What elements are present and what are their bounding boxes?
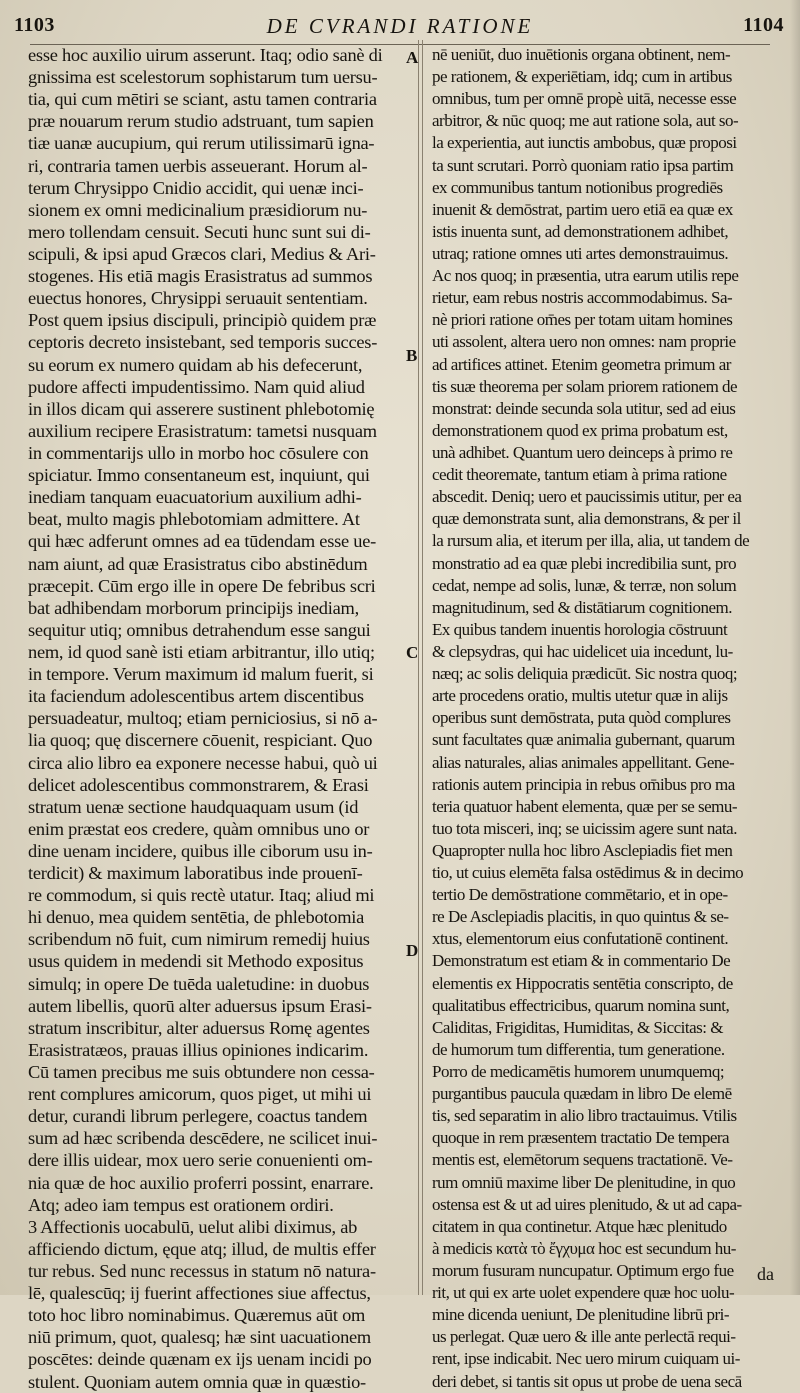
right-column-text-line: abscedit. Deniq; uero et paucissimis utitur, per ea (432, 487, 742, 507)
running-header (10, 10, 790, 42)
left-column-text-line: euectus honores, Chrysippi seruauit sententiam. (28, 288, 368, 309)
right-column-text-line: pe rationem, & experiētiam, idq; cum in artibus (432, 67, 732, 87)
left-column-text-line: usus quidem in medendi sit Methodo expositus (28, 951, 364, 972)
left-column-text-line: stulent. Quoniam autem omnia quæ in quæstio- (28, 1371, 366, 1392)
left-column-text-line: tia, qui cum mētiri se sciant, astu tamen contraria (28, 89, 377, 110)
right-column-text-line: tuo tota misceri, inq; se uicissim agere sunt nata. (432, 818, 737, 838)
right-column-text-line: xtus, elementorum eius confutationē continent. (432, 929, 729, 949)
right-column-text-line: utraq; ratione omnes uti artes demonstrauimus. (432, 243, 729, 263)
right-column-text-line: monstrat: deinde secunda sola utitur, sed ad eius (432, 398, 736, 418)
left-column-text-line: auxilium recipere Erasistratum: tametsi nusquam (28, 420, 377, 441)
right-column-text-line: rationis autem principia in rebus om̄ibus pro ma (432, 774, 735, 794)
right-column-text-line: & clepsydras, qui hac uidelicet uia incedunt, lu- (432, 641, 733, 661)
left-column-text-line: præcepit. Cūm ergo ille in opere De febribus scri (28, 575, 376, 596)
left-column-text-line: dine uenam incidere, quibus ille ciborum usu in- (28, 840, 373, 861)
right-column-text-line: morum fusuram nuncupatur. Optimum ergo fue (432, 1261, 734, 1281)
left-column-text-line: 3 Affectionis uocabulū, uelut alibi diximus, ab (28, 1216, 358, 1237)
left-column-text-line: ri, contraria tamen uerbis asseuerant. Horum al- (28, 155, 368, 176)
right-column-text-line: Caliditas, Frigiditas, Humiditas, & Siccitas: & (432, 1017, 723, 1037)
page-number-left: 1103 (14, 14, 55, 36)
left-column-text-line: præ nouarum rerum studio adstruant, tum sapien (28, 111, 374, 132)
right-column-text-line: nē ueniūt, duo inuētionis organa obtinent, nem- (432, 45, 731, 64)
right-column-text-line: mine dicenda ueniunt, De plenitudine librū pri- (432, 1305, 730, 1325)
left-column-text-line: in commentarijs ullo in morbo hoc cōsulere con (28, 442, 369, 463)
right-column-text-line: cedat, nempe ad solis, lunæ, & terræ, non solum (432, 575, 737, 595)
left-column-text-line: rent complures amicorum, quos piget, ut mihi ui (28, 1084, 372, 1105)
left-column-text-line: re commodum, si quis rectè utatur. Itaq; aliud mi (28, 885, 375, 906)
right-column-text-line: ostensa est & ut ad uires plenitudo, & ut ad capa- (432, 1194, 742, 1214)
right-column-text-line: quæ demonstrata sunt, alia demonstrans, & per il (432, 509, 741, 529)
right-column-text-line: ex communibus tantum notionibus progrediēs (432, 177, 723, 197)
right-column-text-line: sunt facultates quæ animalia gubernant, quarum (432, 730, 735, 750)
right-column-text-line: rum omniū maxime liber De plenitudine, in quo (432, 1172, 736, 1192)
right-column-text-line: rietur, eam rebus nostris accommodabimus. Sa- (432, 288, 733, 308)
margin-letter-c: C (406, 643, 419, 662)
left-column-text-line: tiæ uanæ aucupium, qui rerum utilissimarū igna- (28, 133, 375, 154)
left-column-text-line: nam aiunt, ad quæ Erasistratus cibo abstinēdum (28, 553, 368, 574)
right-column-text-line: alias naturales, alias animales appellitant. Gene- (432, 752, 735, 772)
left-column-text-line: lē, qualescūq; ij fuerint affectiones siue affectus, (28, 1283, 371, 1304)
left-column-text-line: stratum inscribitur, alter aduersus Romę agentes (28, 1017, 370, 1038)
left-column-text-line: lia quoq; quę discernere cōuenit, respiciant. Quo (28, 730, 373, 751)
right-column-text-line: tertio De demōstratione commētario, et in ope- (432, 885, 728, 905)
running-title: DE CVRANDI RATIONE (266, 14, 534, 38)
left-column-text-line: circa alio libro ea exponere necesse habui, quò ui (28, 752, 378, 773)
left-column-text-line: autem libellis, quorū alter aduersus ipsum Erasi- (28, 995, 372, 1016)
left-column-text-line: poscētes: deinde quænam ex ijs uenam incidi po (28, 1349, 372, 1370)
left-column-text-line: beat, multo magis phlebotomiam admittere. At (28, 509, 360, 530)
right-column-text-line: la experientia, aut iunctis ambobus, quæ proposi (432, 133, 737, 153)
left-column-text-line: bat adhibendam morborum principijs inediam, (28, 597, 359, 618)
left-column-text-line: tur rebus. Sed nunc recessus in statum nō natura- (28, 1261, 376, 1282)
left-column-text-line: Cū tamen precibus me suis obtundere non cessa- (28, 1062, 375, 1083)
right-column-text-line: unà adhibet. Quantum uero deinceps à primo re (432, 442, 733, 462)
right-column-text-line: ta sunt scrutari. Porrò quoniam ratio ipsa partim (432, 155, 734, 175)
page-number-right: 1104 (743, 14, 784, 36)
right-column-text-line: tis suæ theorema per solam priorem rationem de (432, 376, 738, 396)
right-column-text-line: inuenit & demōstrat, partim uero etiā ea quæ ex (432, 199, 733, 219)
left-column-text-line: toto hoc libro nominabimus. Quæremus aūt om (28, 1305, 366, 1326)
left-column-text-line: terum Chrysippo Cnidio accidit, qui uenæ inci- (28, 177, 364, 198)
left-column-text-line: delicet adolescentibus commonstrarem, & Erasi (28, 774, 369, 795)
left-column-text-line: in tempore. Verum maximum id malum fuerit, si (28, 664, 374, 685)
left-column-text-line: simulq; in opere De tuēda ualetudine: in duobus (28, 973, 370, 994)
left-column-text-line: pudore affecti impudentissimo. Nam quid aliud (28, 376, 365, 397)
right-column-text-line: monstratio ad ea quæ plebi incredibilia sunt, pro (432, 553, 737, 573)
left-column-text-line: su eorum ex numero quidam ab his defecerunt, (28, 354, 363, 375)
right-column-text-line: tio, ut cuius elemēta falsa ostēdimus & in decimo (432, 863, 744, 883)
left-column-text-line: niū primum, quot, qualesq; hæ sint uacuationem (28, 1327, 371, 1348)
left-column-text-line: scribendum nō fuit, cum nimirum remedij huius (28, 929, 370, 950)
left-column-text-line: nem, id quod sanè isti etiam arbitrantur, illo utiq; (28, 641, 375, 662)
right-column-text-line: elementis ex Hippocratis sentētia conscripto, de (432, 973, 733, 993)
right-column-text-line: Quapropter nulla hoc libro Asclepiadis fiet men (432, 840, 733, 860)
left-column-text-line: mero tollendam censuit. Secuti hunc sunt sui di- (28, 221, 371, 242)
left-column-text-line: stogenes. His etiā magis Erasistratus ad summos (28, 266, 373, 287)
margin-letter-d: D (406, 941, 419, 960)
left-column-text-line: gnissima est scelestorum sophistarum tum uersu- (28, 67, 378, 88)
right-column-text-line: rent, ipse indicabit. Nec uero mirum cuiquam ui- (432, 1349, 740, 1369)
page-edge-shadow (790, 0, 800, 1295)
right-column-text-line: arte procedens oratio, multis utetur quæ in alijs (432, 686, 728, 706)
right-column-text-line: citatem in qua continetur. Atque hæc plenitudo (432, 1216, 727, 1236)
right-column-text-line: demonstrationem quod ex prima probatum est, (432, 420, 728, 440)
right-column-text-line: operibus sunt demōstrata, puta quòd complures (432, 708, 731, 728)
left-column-text-line: sum ad hæc scribenda descēdere, ne scilicet inui- (28, 1128, 378, 1149)
left-column-text-line: sionem ex omni medicinalium præsidiorum nu- (28, 199, 368, 220)
right-column-text-line: mentis est, elemētorum sequens tractationē. Ve- (432, 1150, 733, 1170)
left-text-column (28, 44, 404, 1393)
right-column-text-line: teria quatuor habent elementa, quæ per se semu- (432, 796, 738, 816)
left-column-text-line: detur, curandi librum perlegere, coactus tandem (28, 1106, 368, 1127)
right-column-text-line: de humorum tum differentia, tum generatione. (432, 1039, 725, 1059)
right-column-text-line: us perlegat. Quæ uero & ille ante perlectā requi- (432, 1327, 736, 1347)
left-column-text-line: Atq; adeo iam tempus est orationem ordiri. (28, 1194, 334, 1215)
right-column-text-line: Porro de medicamētis humorem unumquemq; (432, 1062, 725, 1082)
right-column-text-line: deri debet, si tantis sit opus ut probe de uena secā (432, 1371, 742, 1391)
left-column-text-line: inediam tanquam euacuatorium auxilium adhi- (28, 487, 362, 508)
margin-letter-b: B (406, 346, 418, 365)
left-column-text-line: afficiendo dictum, ęque atq; illud, de multis effer (28, 1238, 376, 1259)
left-column-text-line: Post quem ipsius discipuli, principiò quidem præ (28, 310, 377, 331)
left-column-text-line: persuadeatur, multoq; etiam perniciosius, si nō a- (28, 708, 378, 729)
right-column-text-line: Ex quibus tandem inuentis horologia cōstruunt (432, 619, 728, 639)
left-column-text-line: ceptoris decreto insistebant, sed temporis succes- (28, 332, 378, 353)
right-column-text-line: re De Asclepiadis placitis, in quo quintus & se- (432, 907, 729, 927)
left-column-text-line: ita faciendum adolescentibus artem discentibus (28, 686, 364, 707)
left-column-text-line: terdicit) & maximum laboratibus inde prouenī- (28, 863, 363, 884)
right-column-text-line: qualitatibus effectricibus, quarum nomina sunt, (432, 995, 730, 1015)
right-column-text-line: uti assolent, altera uero non omnes: nam proprie (432, 332, 736, 352)
left-column-text-line: stratum uenæ sectione haudquaquam usum (id (28, 796, 359, 817)
right-column-text-line: magnitudinum, sed & distātiarum cognitionem. (432, 597, 733, 617)
left-column-text-line: in illos dicam qui asserere sustinent phlebotomię (28, 398, 375, 419)
left-column-text-line: Erasistratæos, prauas illius opiniones indicarim. (28, 1039, 369, 1060)
column-divider-inner (422, 40, 423, 1295)
column-divider (418, 40, 419, 1295)
right-column-text-line: næq; ac solis deliquia prædicūt. Sic nostra quoq; (432, 664, 738, 684)
left-column-text-line: sequitur utiq; omnibus detrahendum esse sangui (28, 619, 371, 640)
left-column-text-line: scipuli, & ipsi apud Græcos clari, Medius & Ari- (28, 243, 376, 264)
left-column-text-line: hi denuo, mea quidem sentētia, de phlebotomia (28, 907, 365, 928)
right-column-text-line: nè priori ratione om̄es per totam uitam homines (432, 310, 733, 330)
right-column-text-line: Demonstratum est etiam & in commentario De (432, 951, 731, 971)
left-column-text-line: enim præstat eos credere, quàm omnibus uno or (28, 818, 370, 839)
right-column-text-line: Ac nos quoq; in præsentia, utra earum utilis repe (432, 266, 739, 286)
left-column-text-line: spiciatur. Immo consentaneum est, inquiunt, qui (28, 465, 370, 486)
right-column-text-line: istis inuenta sunt, ad demonstrationem adhibet, (432, 221, 729, 241)
right-column-text-line: tis, sed separatim in alio libro tractauimus. Vtilis (432, 1106, 737, 1126)
right-column-text-line: omnibus, tum per omnē propè uitā, necesse esse (432, 89, 737, 109)
right-column-text-line: rit, ut qui ex arte uolet expendere quæ hoc uolu- (432, 1283, 735, 1303)
margin-letter-a: A (406, 48, 419, 67)
right-column-text-line: purgantibus paucula quædam in libro De elemē (432, 1084, 732, 1104)
right-column-text-line: à medicis κατὰ τὸ ἔγχυμα hoc est secundum hu- (432, 1238, 736, 1258)
left-column-text-line: dere illis uidear, mox uero serie conuenienti om- (28, 1150, 373, 1171)
right-column-text-line: la rursum alia, et iterum per illa, alia, ut tandem de (432, 531, 750, 551)
right-column-text-line: quoque in rem præsentem tractatio De tempera (432, 1128, 730, 1148)
left-column-text-line: nia quæ de hoc auxilio proferri possint, enarrare. (28, 1172, 374, 1193)
right-column-text-line: cedit theoremate, tantum etiam à prima ratione (432, 465, 727, 485)
right-text-column (432, 44, 787, 1393)
right-column-text-line: ad artifices attinet. Etenim geometra primum ar (432, 354, 731, 374)
right-column-text-line: arbitror, & nūc quoq; me aut ratione sola, aut so- (432, 111, 739, 131)
left-column-text-line: esse hoc auxilio uirum asserunt. Itaq; odio sanè di (28, 45, 383, 65)
catchword: da (757, 1264, 774, 1284)
left-column-text-line: qui hæc adferunt omnes ad ea tūdendam esse ue- (28, 531, 377, 552)
